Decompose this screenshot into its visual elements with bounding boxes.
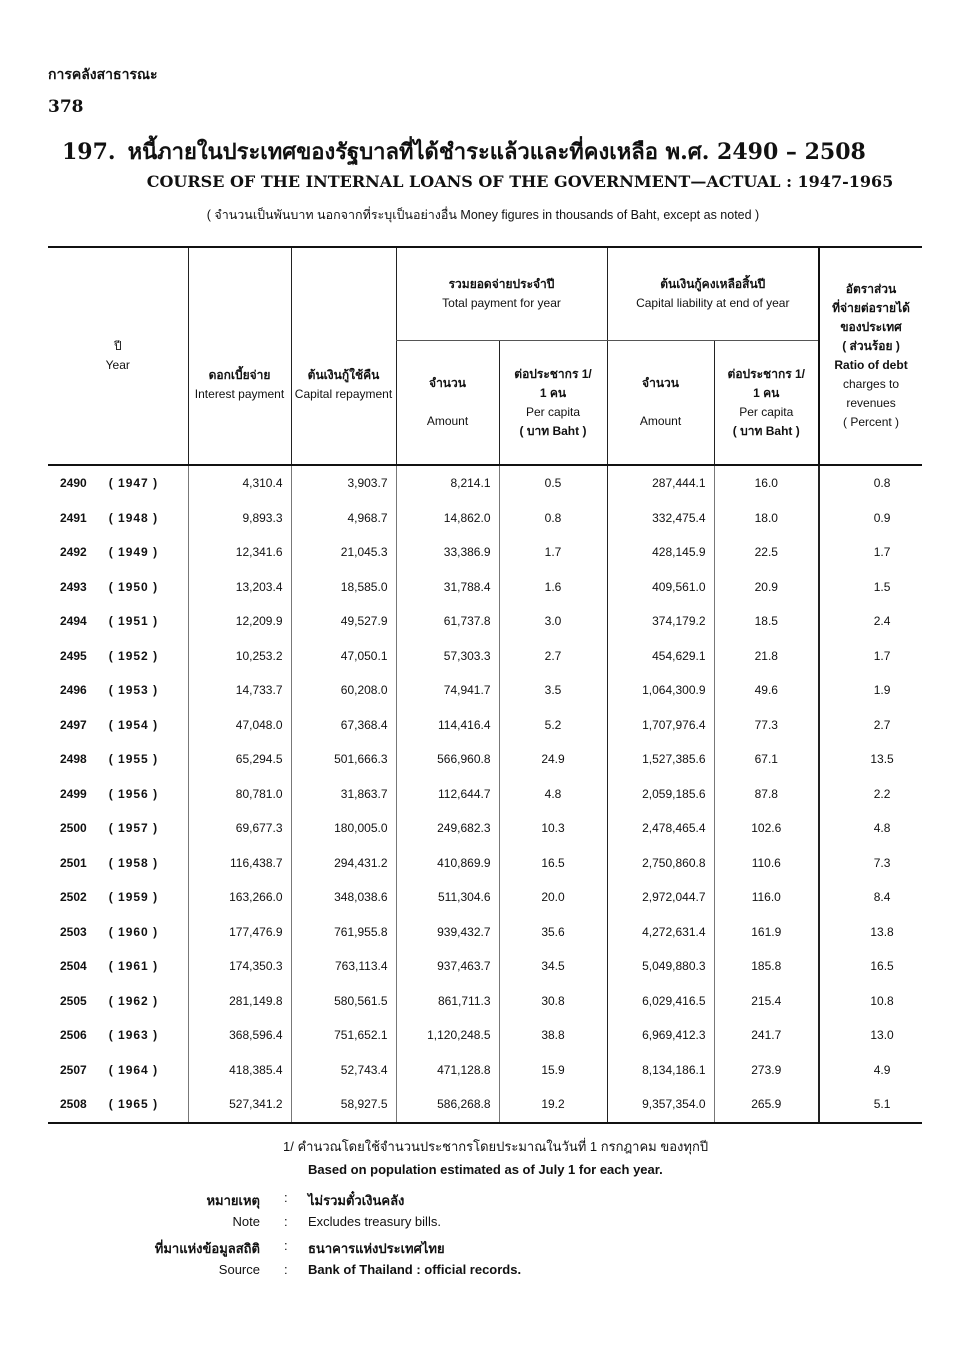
table-row: [48, 1053, 922, 1088]
interest-cell: 177,476.9: [188, 915, 291, 950]
source-value-thai: ธนาคารแห่งประเทศไทย: [308, 1241, 445, 1256]
total-per-capita-cell: 0.5: [499, 465, 607, 501]
year-cell: [48, 465, 188, 501]
year-cell: [48, 984, 188, 1019]
note-colon-1: :: [284, 1190, 288, 1205]
liability-per-capita-cell: 116.0: [714, 880, 819, 915]
total-per-capita-cell: 16.5: [499, 846, 607, 881]
capital-cell: 47,050.1: [291, 639, 396, 674]
capital-cell: 58,927.5: [291, 1087, 396, 1123]
total-cell: 861,711.3: [396, 984, 499, 1019]
source-colon-2: :: [284, 1262, 288, 1277]
section-label: การคลังสาธารณะ: [48, 66, 158, 82]
interest-cell: 174,350.3: [188, 949, 291, 984]
liability-cell: 2,972,044.7: [607, 880, 714, 915]
note-value-thai: ไม่รวมตั๋วเงินคลัง: [308, 1193, 405, 1208]
liability-cell: 2,750,860.8: [607, 846, 714, 881]
ratio-cell: 1.9: [819, 673, 922, 708]
footnote-thai: 1/ คำนวณโดยใช้จำนวนประชากรโดยประมาณในวันที่ 1 กรกฎาคม ของทุกปี: [283, 1139, 709, 1154]
year-ce: ( 1957 ): [108, 821, 159, 836]
year-cell: [48, 915, 188, 950]
table-row: [48, 708, 922, 743]
total-per-capita-cell: 1.7: [499, 535, 607, 570]
liability-per-capita-cell: 265.9: [714, 1087, 819, 1123]
total-per-capita-cell: 2.7: [499, 639, 607, 674]
total-cell: 14,862.0: [396, 501, 499, 536]
table-row: [48, 501, 922, 536]
year-ce: ( 1947 ): [108, 476, 159, 491]
year-be: 2494: [60, 614, 87, 629]
header-ratio-thai-4: ( ส่วนร้อย ): [842, 339, 900, 353]
year-ce: ( 1953 ): [108, 683, 159, 698]
interest-cell: 12,341.6: [188, 535, 291, 570]
title-thai-text: หนี้ภายในประเทศของรัฐบาลที่ได้ชำระแล้วและที่คงเหลือ พ.ศ. 2490 – 2508: [127, 139, 866, 165]
total-cell: 1,120,248.5: [396, 1018, 499, 1053]
total-cell: 112,644.7: [396, 777, 499, 812]
liability-cell: 332,475.4: [607, 501, 714, 536]
header-total-amount-thai: จำนวน: [429, 376, 466, 391]
table-header: [48, 247, 922, 465]
capital-cell: 3,903.7: [291, 465, 396, 501]
year-be: 2497: [60, 717, 87, 732]
table-row: [48, 604, 922, 639]
liability-per-capita-cell: 110.6: [714, 846, 819, 881]
ratio-cell: 13.5: [819, 742, 922, 777]
liability-cell: 5,049,880.3: [607, 949, 714, 984]
interest-cell: 80,781.0: [188, 777, 291, 812]
total-per-capita-cell: 3.5: [499, 673, 607, 708]
liability-cell: 409,561.0: [607, 570, 714, 605]
header-liability-amount-thai: จำนวน: [642, 376, 679, 391]
capital-cell: 67,368.4: [291, 708, 396, 743]
table-row: [48, 639, 922, 674]
page-number: 378: [48, 97, 84, 117]
interest-cell: 12,209.9: [188, 604, 291, 639]
year-ce: ( 1956 ): [108, 786, 159, 801]
total-cell: 566,960.8: [396, 742, 499, 777]
header-interest: [188, 247, 291, 465]
year-be: 2503: [60, 924, 87, 939]
header-total-payment-english: Total payment for year: [442, 296, 561, 311]
header-capital-liability-thai: ต้นเงินกู้คงเหลือสิ้นปี: [660, 277, 766, 292]
header-ratio-english-4: ( Percent ): [843, 415, 900, 429]
header-total-per-capita-thai-2: 1 คน: [539, 385, 567, 400]
header-ratio-thai-2: ที่จ่ายต่อรายได้: [832, 301, 910, 315]
ratio-cell: 8.4: [819, 880, 922, 915]
year-be: 2506: [60, 1028, 87, 1043]
liability-per-capita-cell: 16.0: [714, 465, 819, 501]
liability-per-capita-cell: 77.3: [714, 708, 819, 743]
capital-cell: 180,005.0: [291, 811, 396, 846]
table-row: [48, 742, 922, 777]
total-per-capita-cell: 24.9: [499, 742, 607, 777]
capital-cell: 761,955.8: [291, 915, 396, 950]
ratio-cell: 13.8: [819, 915, 922, 950]
year-be: 2493: [60, 579, 87, 594]
capital-cell: 294,431.2: [291, 846, 396, 881]
year-be: 2508: [60, 1097, 87, 1112]
header-capital-liability-english: Capital liability at end of year: [636, 296, 790, 311]
year-cell: [48, 570, 188, 605]
ratio-cell: 0.8: [819, 465, 922, 501]
year-cell: [48, 1087, 188, 1123]
interest-cell: 9,893.3: [188, 501, 291, 536]
header-capital-repayment-thai: ต้นเงินกู้ใช้คืน: [307, 368, 380, 382]
total-per-capita-cell: 3.0: [499, 604, 607, 639]
ratio-cell: 2.7: [819, 708, 922, 743]
total-per-capita-cell: 35.6: [499, 915, 607, 950]
interest-cell: 116,438.7: [188, 846, 291, 881]
table-row: [48, 570, 922, 605]
year-cell: [48, 1018, 188, 1053]
header-ratio-english-2: charges to: [843, 377, 900, 391]
year-cell: [48, 673, 188, 708]
liability-per-capita-cell: 241.7: [714, 1018, 819, 1053]
liability-cell: 1,064,300.9: [607, 673, 714, 708]
table-row: [48, 811, 922, 846]
year-cell: [48, 1053, 188, 1088]
total-cell: 74,941.7: [396, 673, 499, 708]
total-cell: 31,788.4: [396, 570, 499, 605]
capital-cell: 21,045.3: [291, 535, 396, 570]
capital-cell: 52,743.4: [291, 1053, 396, 1088]
year-cell: [48, 742, 188, 777]
year-cell: [48, 846, 188, 881]
ratio-cell: 13.0: [819, 1018, 922, 1053]
table-row: [48, 465, 922, 501]
year-ce: ( 1955 ): [108, 752, 159, 767]
liability-per-capita-cell: 161.9: [714, 915, 819, 950]
year-be: 2505: [60, 993, 87, 1008]
year-be: 2491: [60, 510, 87, 525]
year-ce: ( 1959 ): [108, 890, 159, 905]
year-cell: [48, 708, 188, 743]
liability-per-capita-cell: 18.0: [714, 501, 819, 536]
year-ce: ( 1958 ): [108, 855, 159, 870]
interest-cell: 163,266.0: [188, 880, 291, 915]
liability-per-capita-cell: 87.8: [714, 777, 819, 812]
liability-per-capita-cell: 49.6: [714, 673, 819, 708]
capital-cell: 348,038.6: [291, 880, 396, 915]
year-ce: ( 1950 ): [108, 579, 159, 594]
year-ce: ( 1954 ): [108, 717, 159, 732]
table-row: [48, 949, 922, 984]
liability-cell: 287,444.1: [607, 465, 714, 501]
header-liability-per-capita-thai: ต่อประชากร 1/: [727, 366, 805, 381]
note-colon-2: :: [284, 1214, 288, 1229]
year-be: 2501: [60, 855, 87, 870]
total-per-capita-cell: 10.3: [499, 811, 607, 846]
table-row: [48, 984, 922, 1019]
table-title-thai: [62, 134, 866, 169]
liability-per-capita-cell: 215.4: [714, 984, 819, 1019]
year-cell: [48, 501, 188, 536]
liability-cell: 6,029,416.5: [607, 984, 714, 1019]
table-row: [48, 1087, 922, 1123]
total-cell: 410,869.9: [396, 846, 499, 881]
interest-cell: 14,733.7: [188, 673, 291, 708]
header-total-payment-thai: รวมยอดจ่ายประจำปี: [448, 277, 555, 292]
table-row: [48, 880, 922, 915]
ratio-cell: 0.9: [819, 501, 922, 536]
total-cell: 937,463.7: [396, 949, 499, 984]
table-row: [48, 535, 922, 570]
table-row: [48, 1018, 922, 1053]
interest-cell: 10,253.2: [188, 639, 291, 674]
total-cell: 57,303.3: [396, 639, 499, 674]
header-liability-per-capita-english: Per capita: [739, 404, 794, 419]
year-ce: ( 1964 ): [108, 1062, 159, 1077]
capital-cell: 49,527.9: [291, 604, 396, 639]
year-cell: [48, 535, 188, 570]
year-ce: ( 1948 ): [108, 510, 159, 525]
table-row: [48, 846, 922, 881]
year-cell: [48, 604, 188, 639]
liability-cell: 1,707,976.4: [607, 708, 714, 743]
interest-cell: 47,048.0: [188, 708, 291, 743]
footnote-english: Based on population estimated as of July 1 for each year.: [308, 1162, 663, 1177]
total-per-capita-cell: 19.2: [499, 1087, 607, 1123]
liability-per-capita-cell: 273.9: [714, 1053, 819, 1088]
total-cell: 249,682.3: [396, 811, 499, 846]
header-liability-per-capita-thai-2: 1 คน: [753, 385, 780, 400]
total-per-capita-cell: 0.8: [499, 501, 607, 536]
header-total-amount-english: Amount: [426, 414, 469, 429]
liability-cell: 8,134,186.1: [607, 1053, 714, 1088]
year-be: 2500: [60, 821, 87, 836]
ratio-cell: 5.1: [819, 1087, 922, 1123]
liability-per-capita-cell: 18.5: [714, 604, 819, 639]
total-cell: 8,214.1: [396, 465, 499, 501]
table-row: [48, 915, 922, 950]
capital-cell: 4,968.7: [291, 501, 396, 536]
capital-cell: 60,208.0: [291, 673, 396, 708]
total-per-capita-cell: 15.9: [499, 1053, 607, 1088]
header-ratio-thai-1: อัตราส่วน: [845, 282, 897, 296]
note-value-english: Excludes treasury bills.: [308, 1214, 441, 1229]
total-per-capita-cell: 34.5: [499, 949, 607, 984]
total-per-capita-cell: 1.6: [499, 570, 607, 605]
header-capital-repayment: [291, 247, 396, 465]
note-label-english: Note: [232, 1214, 260, 1229]
header-liability-amount: [607, 341, 714, 465]
year-be: 2502: [60, 890, 87, 905]
capital-cell: 501,666.3: [291, 742, 396, 777]
ratio-cell: 2.4: [819, 604, 922, 639]
year-ce: ( 1963 ): [108, 1028, 159, 1043]
liability-cell: 4,272,631.4: [607, 915, 714, 950]
total-per-capita-cell: 30.8: [499, 984, 607, 1019]
ratio-cell: 16.5: [819, 949, 922, 984]
header-year: [48, 247, 188, 465]
liability-cell: 428,145.9: [607, 535, 714, 570]
liability-per-capita-cell: 67.1: [714, 742, 819, 777]
source-value-english: Bank of Thailand : official records.: [308, 1262, 522, 1277]
ratio-cell: 2.2: [819, 777, 922, 812]
table-title-english: COURSE OF THE INTERNAL LOANS OF THE GOVERNMENT—ACTUAL : 1947-1965: [146, 172, 894, 191]
ratio-cell: 1.7: [819, 639, 922, 674]
total-per-capita-cell: 4.8: [499, 777, 607, 812]
note-label-thai: หมายเหตุ: [206, 1193, 260, 1208]
capital-cell: 31,863.7: [291, 777, 396, 812]
header-ratio-english-3: revenues: [846, 396, 896, 410]
year-be: 2490: [60, 476, 87, 491]
header-ratio: [819, 247, 922, 465]
liability-per-capita-cell: 102.6: [714, 811, 819, 846]
header-total-per-capita-thai: ต่อประชากร 1/: [514, 366, 592, 381]
year-cell: [48, 949, 188, 984]
capital-cell: 751,652.1: [291, 1018, 396, 1053]
header-year-thai: ปี: [113, 339, 122, 353]
total-per-capita-cell: 20.0: [499, 880, 607, 915]
year-be: 2504: [60, 959, 87, 974]
header-year-english: Year: [105, 358, 130, 372]
header-capital-liability: [607, 247, 819, 341]
year-ce: ( 1961 ): [108, 959, 159, 974]
total-cell: 33,386.9: [396, 535, 499, 570]
interest-cell: 418,385.4: [188, 1053, 291, 1088]
header-ratio-thai-3: ของประเทศ: [840, 320, 902, 334]
table-body: [48, 465, 922, 1123]
table-subtitle: ( จำนวนเป็นพันบาท นอกจากที่ระบุเป็นอย่างอื่น Money figures in thousands of Baht, except as noted ): [206, 208, 760, 222]
year-cell: [48, 777, 188, 812]
year-be: 2507: [60, 1062, 87, 1077]
table-row: [48, 673, 922, 708]
year-ce: ( 1949 ): [108, 545, 159, 560]
liability-cell: 2,478,465.4: [607, 811, 714, 846]
header-total-per-capita-english: Per capita: [525, 404, 581, 419]
total-cell: 61,737.8: [396, 604, 499, 639]
total-per-capita-cell: 5.2: [499, 708, 607, 743]
year-ce: ( 1951 ): [108, 614, 159, 629]
year-ce: ( 1960 ): [108, 924, 159, 939]
total-per-capita-cell: 38.8: [499, 1018, 607, 1053]
source-colon-1: :: [284, 1238, 288, 1253]
year-be: 2499: [60, 786, 87, 801]
year-cell: [48, 639, 188, 674]
year-ce: ( 1952 ): [108, 648, 159, 663]
interest-cell: 368,596.4: [188, 1018, 291, 1053]
header-capital-repayment-english: Capital repayment: [294, 387, 393, 401]
source-label-thai: ที่มาแห่งข้อมูลสถิติ: [154, 1241, 260, 1256]
liability-per-capita-cell: 21.8: [714, 639, 819, 674]
header-total-payment: [396, 247, 607, 341]
loans-table: [48, 246, 922, 1124]
header-ratio-english-1: Ratio of debt: [834, 358, 908, 372]
header-liability-amount-english: Amount: [639, 414, 682, 429]
liability-cell: 2,059,185.6: [607, 777, 714, 812]
capital-cell: 18,585.0: [291, 570, 396, 605]
year-cell: [48, 811, 188, 846]
ratio-cell: 10.8: [819, 984, 922, 1019]
total-cell: 511,304.6: [396, 880, 499, 915]
total-cell: 471,128.8: [396, 1053, 499, 1088]
total-cell: 586,268.8: [396, 1087, 499, 1123]
ratio-cell: 4.9: [819, 1053, 922, 1088]
header-interest-thai: ดอกเบี้ยจ่าย: [208, 368, 271, 382]
capital-cell: 763,113.4: [291, 949, 396, 984]
interest-cell: 13,203.4: [188, 570, 291, 605]
ratio-cell: 1.5: [819, 570, 922, 605]
header-liability-per-capita: [714, 341, 819, 465]
interest-cell: 4,310.4: [188, 465, 291, 501]
liability-cell: 6,969,412.3: [607, 1018, 714, 1053]
liability-cell: 1,527,385.6: [607, 742, 714, 777]
liability-per-capita-cell: 22.5: [714, 535, 819, 570]
capital-cell: 580,561.5: [291, 984, 396, 1019]
liability-per-capita-cell: 20.9: [714, 570, 819, 605]
year-ce: ( 1962 ): [108, 993, 159, 1008]
liability-cell: 9,357,354.0: [607, 1087, 714, 1123]
header-total-amount: [396, 341, 499, 465]
table-row: [48, 777, 922, 812]
liability-cell: 374,179.2: [607, 604, 714, 639]
interest-cell: 65,294.5: [188, 742, 291, 777]
table-number: 197.: [62, 139, 116, 165]
year-be: 2495: [60, 648, 87, 663]
ratio-cell: 4.8: [819, 811, 922, 846]
year-ce: ( 1965 ): [108, 1097, 159, 1112]
interest-cell: 527,341.2: [188, 1087, 291, 1123]
total-cell: 114,416.4: [396, 708, 499, 743]
header-liability-per-capita-unit: ( บาท Baht ): [732, 423, 800, 438]
year-be: 2496: [60, 683, 87, 698]
year-be: 2492: [60, 545, 87, 560]
header-interest-english: Interest payment: [194, 387, 285, 401]
interest-cell: 69,677.3: [188, 811, 291, 846]
liability-cell: 454,629.1: [607, 639, 714, 674]
year-be: 2498: [60, 752, 87, 767]
year-cell: [48, 880, 188, 915]
total-cell: 939,432.7: [396, 915, 499, 950]
header-total-per-capita-unit: ( บาท Baht ): [519, 423, 587, 438]
source-label-english: Source: [218, 1262, 260, 1277]
interest-cell: 281,149.8: [188, 984, 291, 1019]
ratio-cell: 7.3: [819, 846, 922, 881]
liability-per-capita-cell: 185.8: [714, 949, 819, 984]
ratio-cell: 1.7: [819, 535, 922, 570]
header-total-per-capita: [499, 341, 607, 465]
